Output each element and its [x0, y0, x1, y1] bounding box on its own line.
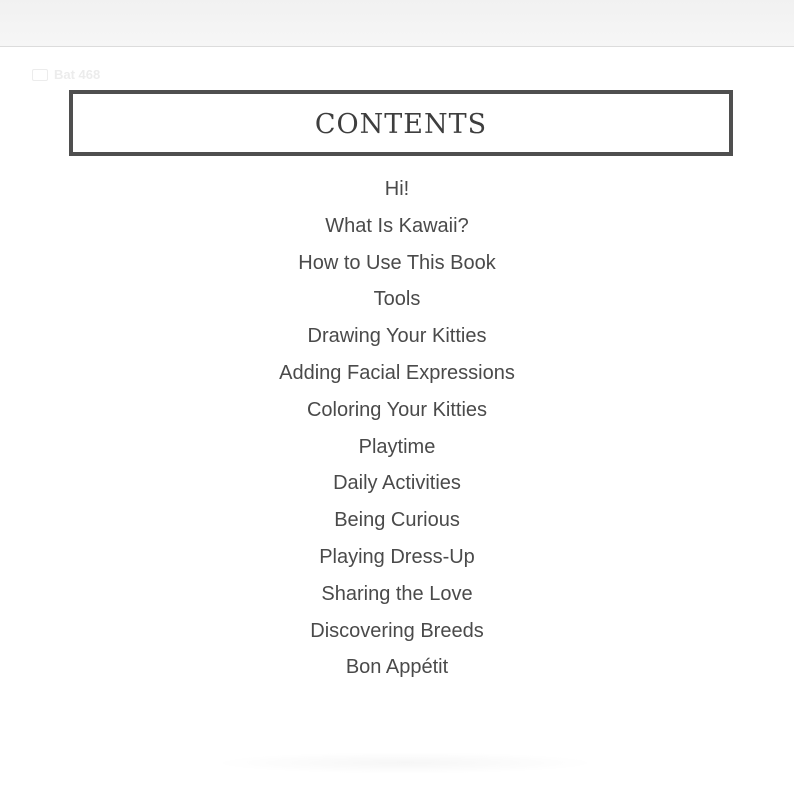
toc-item[interactable]: Adding Facial Expressions [279, 361, 515, 384]
toc-item[interactable]: Daily Activities [333, 472, 461, 495]
toc-item[interactable]: Tools [373, 288, 421, 311]
contents-title-frame [69, 90, 733, 156]
toc-item[interactable]: Hi! [384, 178, 410, 200]
toc-item[interactable]: Drawing Your Kitties [307, 325, 487, 348]
toc-item[interactable]: Playtime [358, 435, 436, 458]
toc-item[interactable]: How to Use This Book [298, 251, 496, 274]
top-bar [0, 0, 794, 47]
table-of-contents [0, 171, 794, 686]
faint-header-label [32, 67, 100, 82]
toc-item[interactable]: Coloring Your Kitties [306, 398, 488, 421]
document-icon [32, 69, 48, 81]
toc-item[interactable]: Sharing the Love [321, 582, 473, 605]
toc-item[interactable]: Bon Appétit [345, 656, 449, 679]
faint-header-text: Bat 468 [54, 67, 101, 82]
page-shadow [210, 752, 600, 774]
toc-item[interactable]: Being Curious [334, 509, 460, 532]
page-title: CONTENTS [314, 108, 488, 140]
toc-item[interactable]: Discovering Breeds [310, 619, 484, 642]
toc-item[interactable]: What Is Kawaii? [325, 214, 469, 237]
toc-item[interactable]: Playing Dress-Up [319, 545, 475, 568]
